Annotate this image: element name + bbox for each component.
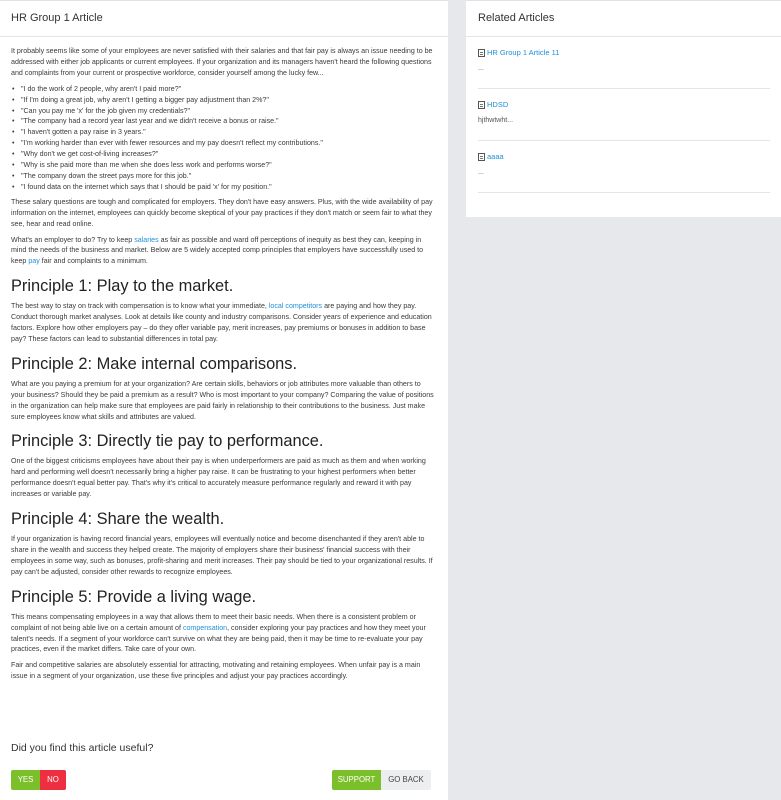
related-article-link[interactable]: [478, 152, 770, 161]
salaries-link[interactable]: salaries: [134, 235, 159, 244]
no-button[interactable]: NO: [40, 770, 66, 790]
related-article-link[interactable]: [478, 48, 770, 57]
related-articles-panel: [466, 0, 781, 217]
list-item: • "The company had a record year last year and we didn't receive a bonus or raise.": [21, 116, 436, 127]
document-icon: [478, 153, 485, 161]
list-item: • "The company down the street pays more for this job.": [21, 171, 436, 182]
list-item: • "I found data on the internet which says that I should be paid 'x' for my position.": [21, 182, 436, 193]
text-segment: as fair as possible and ward off perceptions of inequity as best they can, keeping in mind the needs of the business and market. Below are 5 widely accepted comp principles that employers have successfully used to keep: [11, 235, 424, 266]
complaint-list: [21, 84, 436, 193]
principle-4-heading: Principle 4: Share the wealth.: [11, 510, 225, 529]
principle-1-heading: Principle 1: Play to the market.: [11, 277, 234, 296]
text-segment: , consider exploring your pay practices and how they meet your talent's needs. If a segment of your workforce can't survive on what they are being paid, then it may be time to re-evaluate your pay practices, even if the market differs. Take care of your own.: [11, 623, 426, 654]
article-title: HR Group 1 Article: [0, 1, 448, 37]
principle-5-text: [11, 612, 436, 656]
related-article-excerpt: ...: [478, 65, 484, 72]
principle-3-text: One of the biggest criticisms employees have about their pay is when underperformers are paid as much as them and when working hard and performing well doesn't necessarily bring a higher pay raise. It can be frustrating to your highest performers when better performance doesn't equal better pay. That's why it's critical to accurately measure performance regularly and reward it with pay increases or variable pay.: [11, 457, 426, 499]
related-articles-title: Related Articles: [466, 1, 781, 37]
list-item: • "Can you pay me 'x' for the job given my credentials?": [21, 106, 436, 117]
pay-link[interactable]: pay: [28, 257, 40, 266]
principle-2-heading: Principle 2: Make internal comparisons.: [11, 354, 298, 373]
yes-button[interactable]: YES: [11, 770, 40, 790]
text-segment: fair and complaints to a minimum.: [39, 257, 148, 266]
local-competitors-link[interactable]: local competitors: [268, 302, 323, 311]
principle-4-text: If your organization is having record financial years, employees will eventually notice and become disenchanted if they aren't able to share in the wealth and success they helped create. The majority of employers share their business' financial success with their employees in some way, such as bonuses, profit-sharing and merit increases. Their pay should be tied to your organizational results. If pay can't be adjusted, consider other rewards to recognize employees.: [11, 535, 433, 576]
go-back-button[interactable]: GO BACK: [381, 770, 431, 790]
list-item: [478, 37, 770, 89]
related-article-excerpt: hjthwtwht...: [478, 117, 514, 124]
list-item: • "I haven't gotten a pay raise in 3 years.": [21, 127, 436, 138]
text-segment: are paying and how they pay. Conduct thorough market analyses. Look at details like county and industry comparisons. Consider years of experience and education factors. Explore how other employers pay – do they offer variable pay, merit increases, pay premiums or bonuses in addition to base pay? These factors can lead to substantial differences in total pay.: [11, 302, 432, 343]
text-segment: This means compensating employees in a way that allows them to meet their basic needs. When there is a consistent problem or complaint of not being able live on a certain amount of: [11, 612, 416, 632]
related-article-excerpt: ...: [478, 169, 484, 176]
related-article-title[interactable]: HDSD: [487, 100, 509, 109]
compensation-link[interactable]: compensation: [182, 623, 228, 632]
principle-2-text: What are you paying a premium for at your organization? Are certain skills, behaviors or job attributes more valuable than others to your business? Should they be paid a premium as a result? Who is most important to your company? Comparing the value of positions in the organization can help make sure that employees are paid fairly in relationship to their contributions to the business. Just make sure employees know what skills and attributes are valued.: [11, 379, 434, 421]
article-paragraph: These salary questions are tough and complicated for employers. They don't have easy answers. Plus, with the wide availability of pay information on the internet, employees can quickly become skeptical of your pay practices if they don't match or seem fair to what they see, hear and read online.: [11, 197, 433, 228]
feedback-question: Did you find this article useful?: [11, 742, 154, 754]
list-item: [478, 141, 770, 193]
principle-1-text: [11, 301, 436, 345]
related-article-title[interactable]: aaaa: [487, 152, 504, 161]
list-item: • "I'm working harder than ever with fewer resources and my pay doesn't reflect my contributions.": [21, 138, 436, 149]
related-article-link[interactable]: [478, 100, 770, 109]
principle-3-heading: Principle 3: Directly tie pay to performance.: [11, 432, 324, 451]
document-icon: [478, 49, 485, 57]
text-segment: What's an employer to do? Try to keep: [11, 235, 135, 244]
support-button[interactable]: SUPPORT: [332, 770, 381, 790]
article-paragraph: [11, 235, 436, 268]
related-article-title[interactable]: HR Group 1 Article 11: [487, 48, 560, 57]
list-item: • "I do the work of 2 people, why aren't I paid more?": [21, 84, 436, 95]
article-intro: It probably seems like some of your employees are never satisfied with their salaries and that fair pay is always an issue needing to be addressed with either job applicants or current employees. If your organization and its managers haven't heard the following questions and complaints from your current or prospective workforce, consider yourself among the lucky few...: [11, 47, 433, 77]
article-body: [0, 37, 448, 682]
list-item: • "Why is she paid more than me when she does less work and performs worse?": [21, 160, 436, 171]
list-item: • "If I'm doing a great job, why aren't I getting a bigger pay adjustment than 2%?": [21, 95, 436, 106]
list-item: • "Why don't we get cost-of-living increases?": [21, 149, 436, 160]
list-item: [478, 89, 770, 141]
principle-5-heading: Principle 5: Provide a living wage.: [11, 587, 257, 606]
closing-paragraph: Fair and competitive salaries are absolutely essential for attracting, motivating and retaining employees. When unfair pay is a main issue in a segment of your organization, use these five principles and adjust your pay practices accordingly.: [11, 661, 421, 681]
text-segment: The best way to stay on track with compensation is to know what your immediate,: [11, 302, 269, 311]
document-icon: [478, 101, 485, 109]
